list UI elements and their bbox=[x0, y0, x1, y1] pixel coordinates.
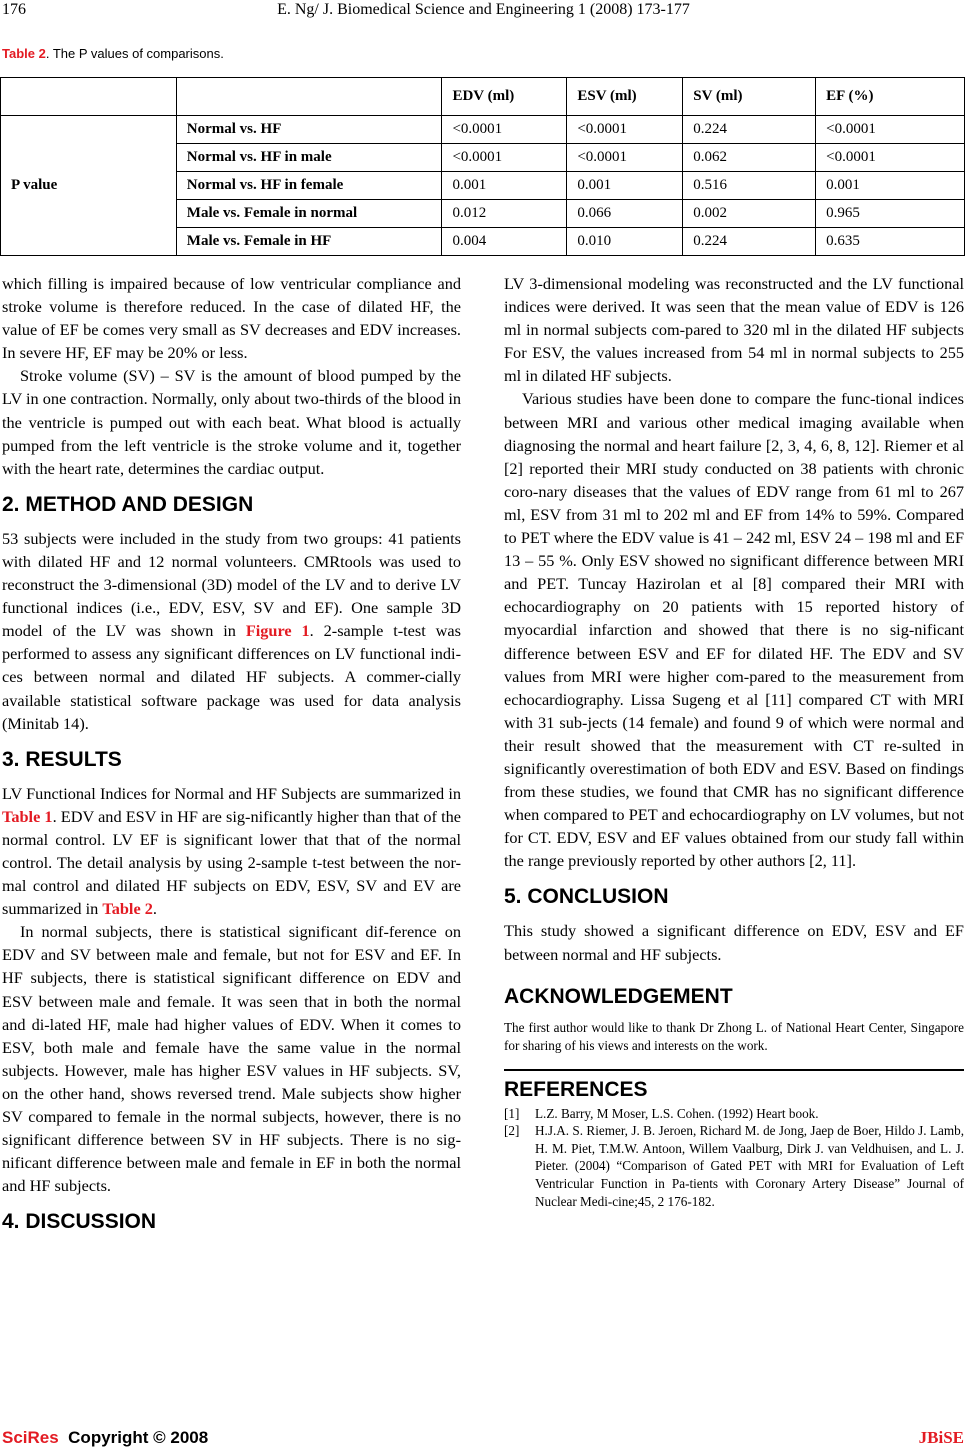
table-header-cell: ESV (ml) bbox=[567, 78, 683, 116]
reference-number: [2] bbox=[504, 1123, 520, 1139]
edv-cell: <0.0001 bbox=[442, 144, 567, 172]
ef-cell: 0.001 bbox=[816, 172, 965, 200]
esv-cell: 0.001 bbox=[567, 172, 683, 200]
figure-1-link[interactable]: Figure 1 bbox=[245, 621, 310, 641]
sv-cell: 0.224 bbox=[683, 228, 816, 256]
edv-cell: 0.004 bbox=[442, 228, 567, 256]
sv-cell: 0.002 bbox=[683, 200, 816, 228]
table-caption-label: Table 2 bbox=[2, 46, 46, 61]
running-title: E. Ng/ J. Biomedical Science and Engineering 1 (2008) 173-177 bbox=[277, 1, 690, 18]
paragraph: LV 3-dimensional modeling was reconstructed and the LV functional indices were derived. It was seen that the mean value of EDV is 126 ml in normal subjects com-pared to 320 ml in the dilated HF subjects For ESV, the values increased from 54 ml in normal subjects to 255 ml in dilated HF subjects. bbox=[504, 274, 964, 386]
ef-cell: 0.965 bbox=[816, 200, 965, 228]
publisher-logo: SciRes bbox=[2, 1428, 59, 1447]
edv-cell: 0.001 bbox=[442, 172, 567, 200]
text-run: . EDV and ESV in HF are sig-nificantly higher than that of the normal control. LV EF is significant lower that that of the normal control. The detail analysis by using 2-sample t-test between the nor-mal control and dilated HF subjects on EDV, ESV, SV and EV are summarized in bbox=[2, 806, 461, 919]
table-header-cell: EF (%) bbox=[816, 78, 965, 116]
ef-cell: <0.0001 bbox=[816, 116, 965, 144]
table-row bbox=[1, 116, 965, 144]
page-footer bbox=[2, 1428, 964, 1450]
paragraph: In normal subjects, there is statistical significant dif-ference on EDV and SV between male and female, but not for ESV and EF. In HF subjects, there is statistical significant difference on EDV and ESV between male and female. It was seen that in both the normal and di-lated HF, male had higher values of EDV. When it comes to ESV, both male and female have the same value in the normal subjects. However, male has higher ESV values in HF subjects. SV, on the other hand, shows reversed trend. Male subjects show higher SV compared to female in the normal subjects, however, there is no significant difference between SV in HF subjects. There is no sig-nificant difference between male and female in EF in both the normal and HF subjects. bbox=[2, 922, 461, 1196]
reference-number: [1] bbox=[504, 1105, 520, 1121]
esv-cell: 0.010 bbox=[567, 228, 683, 256]
acknowledgement-text: The first author would like to thank Dr Zhong L. of National Heart Center, Singapore for sharing of his views and interests on the work. bbox=[504, 1019, 964, 1053]
paragraph bbox=[2, 782, 461, 921]
table-header-cell bbox=[176, 78, 442, 116]
reference-item bbox=[504, 1122, 964, 1210]
paragraph bbox=[2, 527, 461, 735]
p-values-table bbox=[0, 77, 965, 256]
esv-cell: 0.066 bbox=[567, 200, 683, 228]
left-column bbox=[2, 272, 461, 1244]
table-2-link[interactable]: Table 2 bbox=[102, 899, 153, 919]
comparison-label: Normal vs. HF in female bbox=[176, 172, 442, 200]
ef-cell: <0.0001 bbox=[816, 144, 965, 172]
sv-cell: 0.516 bbox=[683, 172, 816, 200]
comparison-label: Normal vs. HF in male bbox=[176, 144, 442, 172]
row-group-label: P value bbox=[1, 116, 177, 256]
text-run: . 2-sample t-test was performed to assess any significant differences on LV functional indi-ces between normal and dilated HF subjects. A commer-cially available statistical software package was used for data analysis (Minitab 14). bbox=[2, 621, 461, 733]
text-run: LV Functional Indices for Normal and HF Subjects are summarized in bbox=[2, 783, 461, 803]
page-number: 176 bbox=[2, 1, 26, 18]
reference-text: H.J.A. S. Riemer, J. B. Jeroen, Richard M. de Jong, Jaep de Boer, Hildo J. Lamb, H. M. Piet, T.M.W. Antoon, Willem Vaalburg, Dirk J. van Veldhuisen, and L. J. Pieter. (2004) “Comparison of Gated PET with MRI for Evaluation of Left Ventricular Function in Pa-tients with Coronary Artery Disease” Journal of Nuclear Medi-cine;45, 2 176-182. bbox=[535, 1123, 964, 1209]
divider bbox=[504, 1069, 964, 1071]
text-run: . bbox=[152, 899, 157, 919]
journal-abbrev: JBiSE bbox=[918, 1428, 964, 1447]
section-heading-conclusion: 5. CONCLUSION bbox=[504, 885, 669, 909]
table-caption bbox=[2, 46, 224, 61]
ef-cell: 0.635 bbox=[816, 228, 965, 256]
table-header-cell bbox=[1, 78, 177, 116]
text-run: 53 subjects were included in the study from two groups: 41 patients with dilated HF and 12 normal volunteers. CMRtools was used to reconstruct the 3-dimensional (3D) model of the LV and to derive LV functional indices (i.e., EDV, ESV, SV and EF). One sample 3D model of the LV was shown in bbox=[2, 528, 461, 641]
comparison-label: Male vs. Female in normal bbox=[176, 200, 442, 228]
section-heading-acknowledgement: ACKNOWLEDGEMENT bbox=[504, 984, 733, 1008]
esv-cell: <0.0001 bbox=[567, 144, 683, 172]
paragraph: This study showed a significant difference on EDV, ESV and EF between normal and HF subjects. bbox=[504, 921, 964, 964]
edv-cell: 0.012 bbox=[442, 200, 567, 228]
paragraph: Various studies have been done to compare the func-tional indices between MRI and various other medical imaging available when diagnosing the normal and heart failure [2, 3, 4, 6, 8, 12]. Riemer et al [2] reported their MRI study conducted on 38 patients with chronic coro-nary diseases that the values of EDV range from 61 ml to 267 ml, ESV from 31 ml to 202 ml and EF from 14% to 59%. Compared to PET where the EDV value is 41 – 242 ml, ESV 24 – 198 ml and EF 13 – 55 %. Only ESV showed no significant difference between MRI and PET. Tuncay Hazirolan et al [8] compared their MRI with echocardiography on 20 patients with 15 reported history of myocardial infarction and showed that there is no sig-nificant difference between ESV and EF for dilated HF. The EDV and SV values from MRI were higher com-pared to the measurement from echocardiography. Lissa Sugeng et al [11] compared CT with MRI with 31 sub-jects (14 female) and found 9 of which were normal and their result showed that the measurement with CT re-sulted in significantly overestimation of both EDV and ESV. Based on findings from these studies, we found that CMR has no significant difference when compared to PET and echocardiography on LV volumes, but not for CT. EDV, ESV and EF values obtained from our study fall within the range previously reported by other authors [2, 11]. bbox=[504, 389, 964, 871]
reference-item bbox=[504, 1105, 964, 1123]
section-heading-method: 2. METHOD AND DESIGN bbox=[2, 492, 254, 516]
page-header bbox=[0, 1, 967, 23]
comparison-label: Normal vs. HF bbox=[176, 116, 442, 144]
section-heading-references: REFERENCES bbox=[504, 1077, 648, 1101]
section-heading-discussion: 4. DISCUSSION bbox=[2, 1210, 157, 1234]
edv-cell: <0.0001 bbox=[442, 116, 567, 144]
table-caption-text: . The P values of comparisons. bbox=[45, 46, 224, 61]
table-header-cell: EDV (ml) bbox=[442, 78, 567, 116]
table-header-row bbox=[1, 78, 965, 116]
table-1-link[interactable]: Table 1 bbox=[2, 806, 53, 826]
sv-cell: 0.224 bbox=[683, 116, 816, 144]
esv-cell: <0.0001 bbox=[567, 116, 683, 144]
reference-list bbox=[504, 1105, 964, 1211]
reference-text: L.Z. Barry, M Moser, L.S. Cohen. (1992) Heart book. bbox=[535, 1105, 819, 1121]
right-column bbox=[504, 272, 964, 1210]
comparison-label: Male vs. Female in HF bbox=[176, 228, 442, 256]
paragraph: which filling is impaired because of low ventricular compliance and stroke volume is therefore reduced. In the case of dilated HF, the value of EF be comes very small as SV decreases and EDV increases. In severe HF, EF may be 20% or less. bbox=[2, 274, 461, 363]
sv-cell: 0.062 bbox=[683, 144, 816, 172]
copyright-text: Copyright © 2008 bbox=[68, 1428, 209, 1447]
section-heading-results: 3. RESULTS bbox=[2, 747, 122, 771]
paragraph: Stroke volume (SV) – SV is the amount of blood pumped by the LV in one contraction. Normally, only about two-thirds of the blood in the ventricle is pumped out with each beat. What blood is actually pumped from the left ventricle is the stroke volume and it, together with the heart rate, determines the cardiac output. bbox=[2, 366, 461, 478]
table-header-cell: SV (ml) bbox=[683, 78, 816, 116]
